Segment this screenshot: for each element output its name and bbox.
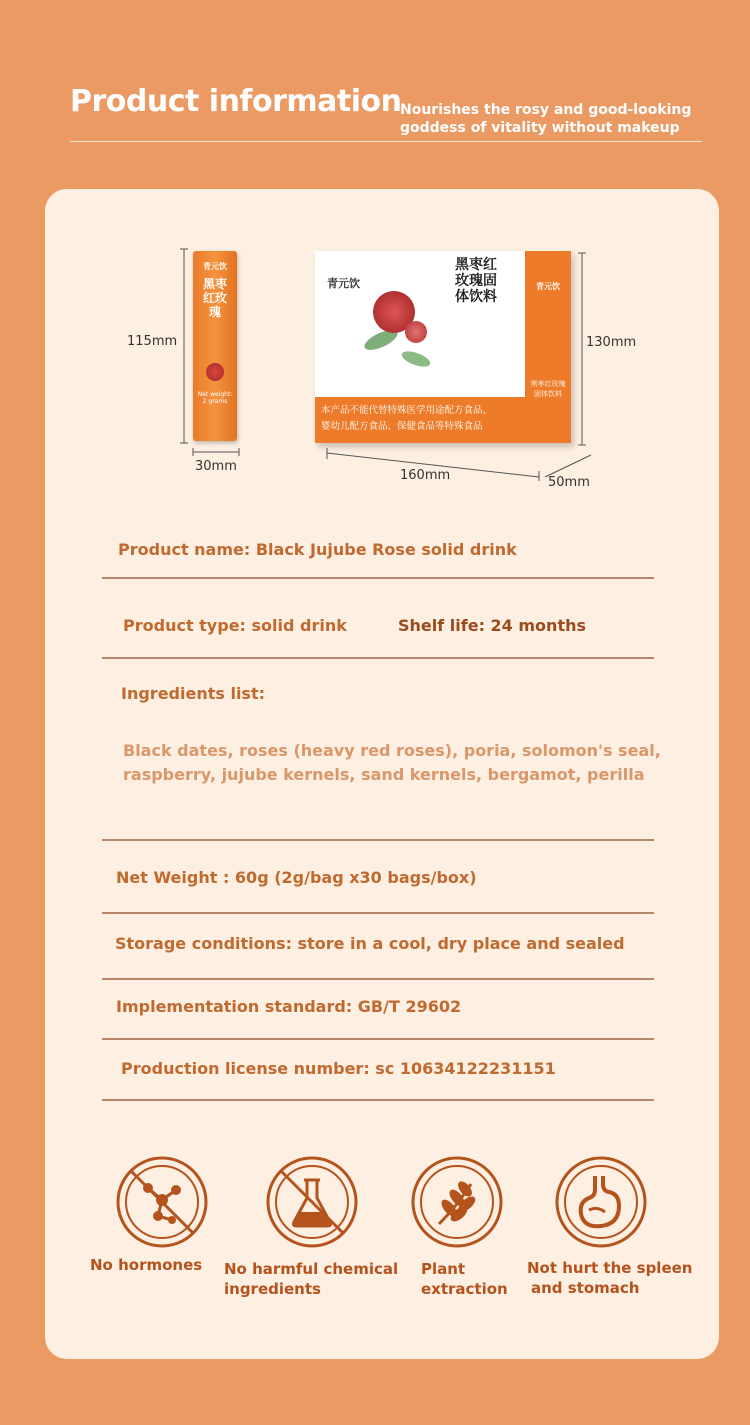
storage-value: store in a cool, dry place and sealed [297, 934, 625, 953]
box-depth-label: 50mm [548, 475, 590, 490]
storage-label: Storage conditions: [115, 934, 292, 953]
divider [102, 1099, 654, 1101]
subtitle-line-1: Nourishes the rosy and good-looking [400, 102, 692, 118]
header-divider [70, 141, 702, 142]
product-name-value: Black Jujube Rose solid drink [255, 540, 517, 559]
box-band-text [321, 403, 521, 435]
net-weight-value: 60g (2g/bag x30 bags/box) [234, 868, 477, 887]
box-image [315, 251, 571, 443]
feature-label-line-2: and stomach [531, 1279, 640, 1297]
no-hormones-icon [114, 1154, 210, 1250]
sachet-image [193, 251, 237, 441]
shelf-life-label: Shelf life: [398, 616, 485, 635]
ingredients-label: Ingredients list: [121, 684, 265, 703]
license-row [121, 1059, 556, 1078]
product-name-label: Product name: [118, 540, 251, 559]
no-chemical-icon [264, 1154, 360, 1250]
sachet-width-line [191, 447, 241, 457]
info-card [45, 189, 719, 1359]
feature-label-line-1: No hormones [90, 1256, 203, 1274]
divider [102, 839, 654, 841]
net-weight-row [116, 868, 477, 887]
divider [102, 978, 654, 980]
standard-value: GB/T 29602 [357, 997, 462, 1016]
box-band-text-line-1: 本产品不能代替特殊医学用途配方食品、 [321, 405, 493, 416]
feature-label-line-2: ingredients [224, 1280, 321, 1298]
rose-bud-icon [405, 321, 427, 343]
header [0, 0, 750, 160]
sachet-name: 黑枣红玫瑰 [202, 277, 227, 319]
license-value: sc 10634122231151 [375, 1059, 556, 1078]
box-name: 黑枣红玫瑰固体饮料 [455, 257, 497, 305]
box-band-text-line-2: 婴幼儿配方食品、保健食品等特殊食品 [321, 421, 483, 432]
stomach-icon [553, 1154, 649, 1250]
divider [102, 657, 654, 659]
box-front [315, 251, 525, 443]
license-label: Production license number: [121, 1059, 370, 1078]
sachet-height-line [179, 247, 189, 447]
sachet-height-label: 115mm [127, 334, 178, 349]
rose-icon [206, 363, 224, 381]
box-side-brand: 青元饮 [536, 282, 560, 291]
sachet-weight: Net weight: 2 grams [197, 391, 233, 405]
net-weight-label: Net Weight : [116, 868, 230, 887]
product-illustration [45, 189, 719, 509]
standard-label: Implementation standard: [116, 997, 353, 1016]
feature-label [421, 1259, 508, 1299]
feature-label-line-1: Not hurt the spleen [527, 1259, 693, 1277]
feature-label [90, 1255, 202, 1275]
ingredients-line-1: Black dates, roses (heavy red roses), poria, solomon's seal, [123, 741, 661, 760]
plant-icon [409, 1154, 505, 1250]
standard-row [116, 997, 461, 1016]
sachet-width-label: 30mm [195, 459, 237, 474]
product-name-row [118, 540, 517, 559]
product-type-value: solid drink [251, 616, 347, 635]
page-subtitle [400, 101, 720, 137]
ingredients-text [123, 739, 683, 787]
box-side [525, 251, 571, 443]
divider [102, 1038, 654, 1040]
product-type-row [123, 616, 347, 635]
shelf-life-row [398, 616, 586, 635]
leaf-icon [400, 348, 432, 370]
feature-label-line-1: No harmful chemical [224, 1260, 399, 1278]
feature-label-line-2: extraction [421, 1280, 508, 1298]
box-height-label: 130mm [586, 335, 637, 350]
page-title: Product information [70, 84, 402, 119]
subtitle-line-2: goddess of vitality without makeup [400, 120, 680, 136]
product-type-label: Product type: [123, 616, 246, 635]
storage-row [115, 934, 625, 953]
box-width-label: 160mm [400, 468, 451, 483]
feature-label [527, 1258, 692, 1298]
sachet-brand: 青元饮 [203, 262, 227, 271]
feature-label [224, 1259, 398, 1299]
box-side-name: 黑枣红玫瑰固体饮料 [530, 380, 566, 398]
divider [102, 912, 654, 914]
feature-label-line-1: Plant [421, 1260, 466, 1278]
divider [102, 577, 654, 579]
shelf-life-value: 24 months [490, 616, 586, 635]
ingredients-line-2: raspberry, jujube kernels, sand kernels, bergamot, perilla [123, 765, 645, 784]
box-brand: 青元饮 [327, 277, 360, 290]
